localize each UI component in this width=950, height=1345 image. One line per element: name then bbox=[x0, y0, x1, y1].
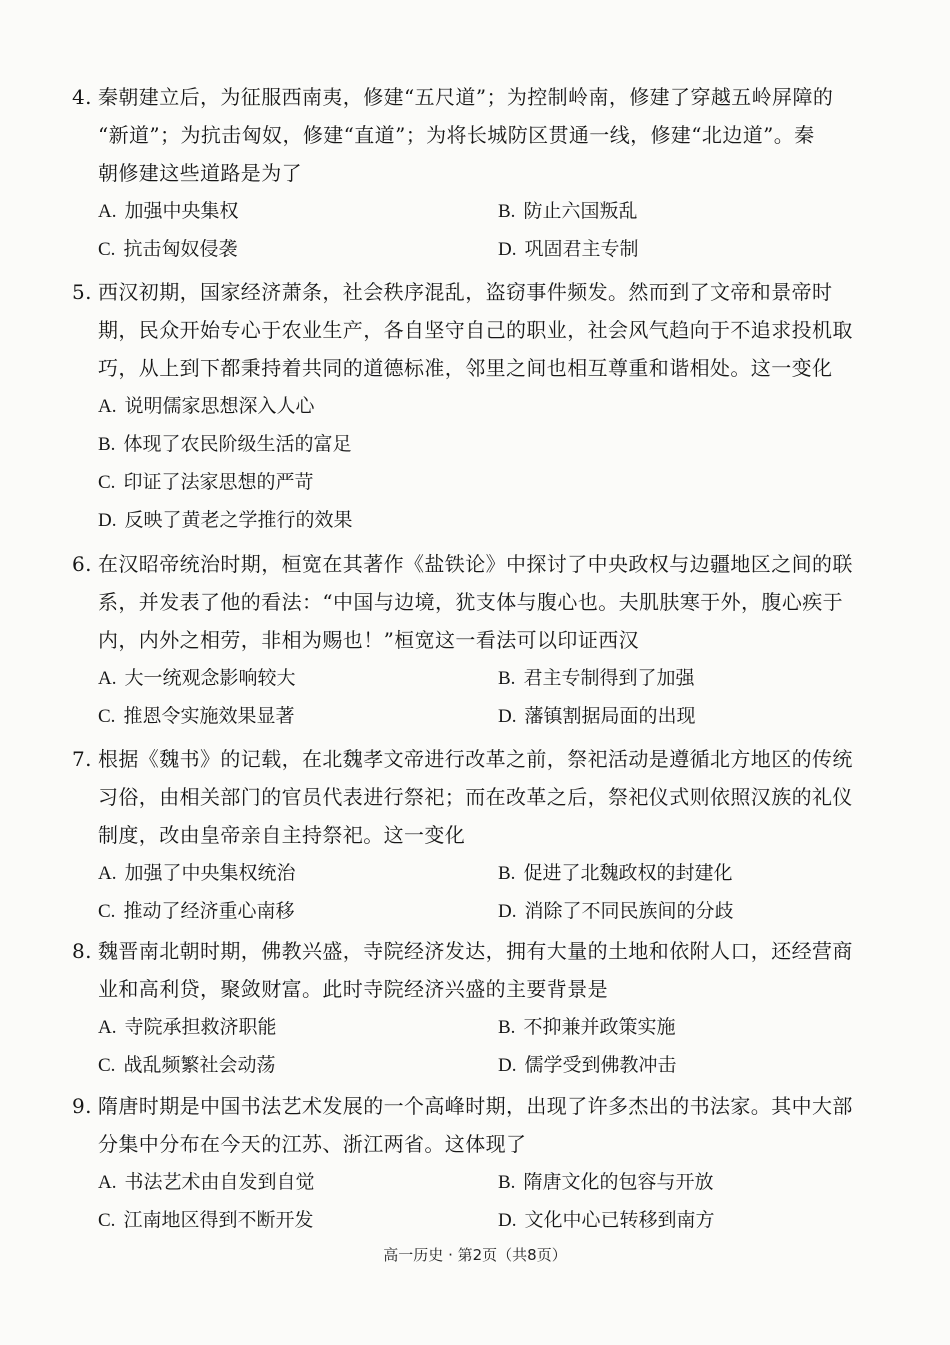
question-number: 6. bbox=[72, 552, 92, 576]
option-b: B. 促进了北魏政权的封建化 bbox=[498, 862, 733, 884]
question-4 bbox=[72, 78, 880, 268]
option-b: B. 隋唐文化的包容与开放 bbox=[498, 1171, 714, 1193]
option-a: A. 加强中央集权 bbox=[98, 200, 239, 222]
question-number: 5. bbox=[72, 280, 92, 304]
question-number: 9. bbox=[72, 1094, 92, 1118]
option-row bbox=[72, 1163, 880, 1201]
question-stem-line: 8. 魏晋南北朝时期，佛教兴盛，寺院经济发达，拥有大量的土地和依附人口，还经营商 bbox=[72, 932, 880, 970]
question-stem-line: 6. 在汉昭帝统治时期，桓宽在其著作《盐铁论》中探讨了中央政权与边疆地区之间的联 bbox=[72, 545, 880, 583]
option-row bbox=[72, 425, 880, 463]
option-d: D. 巩固君主专制 bbox=[498, 238, 639, 260]
question-stem-line: 朝修建这些道路是为了 bbox=[98, 161, 302, 185]
question-8 bbox=[72, 932, 880, 1084]
option-b: B. 不抑兼并政策实施 bbox=[498, 1016, 676, 1038]
question-6 bbox=[72, 545, 880, 735]
option-a: A. 寺院承担救济职能 bbox=[98, 1016, 277, 1038]
question-stem-line: 4. 秦朝建立后，为征服西南夷，修建“五尺道”；为控制岭南，修建了穿越五岭屏障的 bbox=[72, 78, 880, 116]
option-d: D. 反映了黄老之学推行的效果 bbox=[98, 509, 353, 531]
option-d: D. 消除了不同民族间的分歧 bbox=[498, 900, 734, 922]
question-9 bbox=[72, 1087, 880, 1239]
question-stem-line: 制度，改由皇帝亲自主持祭祀。这一变化 bbox=[98, 823, 466, 847]
option-d: D. 藩镇割据局面的出现 bbox=[498, 705, 696, 727]
question-stem-line: 业和高利贷，聚敛财富。此时寺院经济兴盛的主要背景是 bbox=[98, 977, 608, 1001]
option-row bbox=[72, 501, 880, 539]
option-row bbox=[72, 892, 880, 930]
question-stem-line: 期，民众开始专心于农业生产，各自坚守自己的职业，社会风气趋向于不追求投机取 bbox=[98, 318, 853, 342]
question-stem-line: 5. 西汉初期，国家经济萧条，社会秩序混乱，盗窃事件频发。然而到了文帝和景帝时 bbox=[72, 273, 880, 311]
question-stem-line: 内，内外之相劳，非相为赐也！”桓宽这一看法可以印证西汉 bbox=[98, 628, 640, 652]
question-number: 4. bbox=[72, 85, 92, 109]
option-row bbox=[72, 854, 880, 892]
question-stem-line: “新道”；为抗击匈奴，修建“直道”；为将长城防区贯通一线，修建“北边道”。秦 bbox=[98, 123, 815, 147]
option-row bbox=[72, 1008, 880, 1046]
question-stem-line: 9. 隋唐时期是中国书法艺术发展的一个高峰时期，出现了许多杰出的书法家。其中大部 bbox=[72, 1087, 880, 1125]
option-row bbox=[72, 1201, 880, 1239]
option-c: C. 印证了法家思想的严苛 bbox=[98, 471, 314, 493]
option-a: A. 大一统观念影响较大 bbox=[98, 667, 296, 689]
option-d: D. 文化中心已转移到南方 bbox=[498, 1209, 715, 1231]
question-stem-line: 分集中分布在今天的江苏、浙江两省。这体现了 bbox=[98, 1132, 527, 1156]
question-stem-line: 7. 根据《魏书》的记载，在北魏孝文帝进行改革之前，祭祀活动是遵循北方地区的传统 bbox=[72, 740, 880, 778]
option-row bbox=[72, 1046, 880, 1084]
option-c: C. 推动了经济重心南移 bbox=[98, 900, 295, 922]
question-5 bbox=[72, 273, 880, 539]
page-footer: 高一历史 · 第2页（共8页） bbox=[383, 1246, 567, 1264]
option-row bbox=[72, 463, 880, 501]
option-b: B. 防止六国叛乱 bbox=[498, 200, 638, 222]
question-7 bbox=[72, 740, 880, 930]
option-c: C. 江南地区得到不断开发 bbox=[98, 1209, 314, 1231]
option-row bbox=[72, 192, 880, 230]
option-row bbox=[72, 387, 880, 425]
option-a: A. 书法艺术由自发到自觉 bbox=[98, 1171, 315, 1193]
option-row bbox=[72, 659, 880, 697]
question-stem-line: 巧，从上到下都秉持着共同的道德标准，邻里之间也相互尊重和谐相处。这一变化 bbox=[98, 356, 833, 380]
option-b: B. 君主专制得到了加强 bbox=[498, 667, 695, 689]
question-number: 7. bbox=[72, 747, 92, 771]
option-row bbox=[72, 697, 880, 735]
option-b: B. 体现了农民阶级生活的富足 bbox=[98, 433, 352, 455]
question-stem-line: 系，并发表了他的看法：“中国与边境，犹支体与腹心也。夫肌肤寒于外，腹心疾于 bbox=[98, 590, 844, 614]
option-c: C. 推恩令实施效果显著 bbox=[98, 705, 295, 727]
question-stem-line: 习俗，由相关部门的官员代表进行祭祀；而在改革之后，祭祀仪式则依照汉族的礼仪 bbox=[98, 785, 853, 809]
option-a: A. 加强了中央集权统治 bbox=[98, 862, 296, 884]
option-a: A. 说明儒家思想深入人心 bbox=[98, 395, 315, 417]
option-d: D. 儒学受到佛教冲击 bbox=[498, 1054, 677, 1076]
option-c: C. 战乱频繁社会动荡 bbox=[98, 1054, 276, 1076]
option-c: C. 抗击匈奴侵袭 bbox=[98, 238, 238, 260]
question-number: 8. bbox=[72, 939, 92, 963]
option-row bbox=[72, 230, 880, 268]
